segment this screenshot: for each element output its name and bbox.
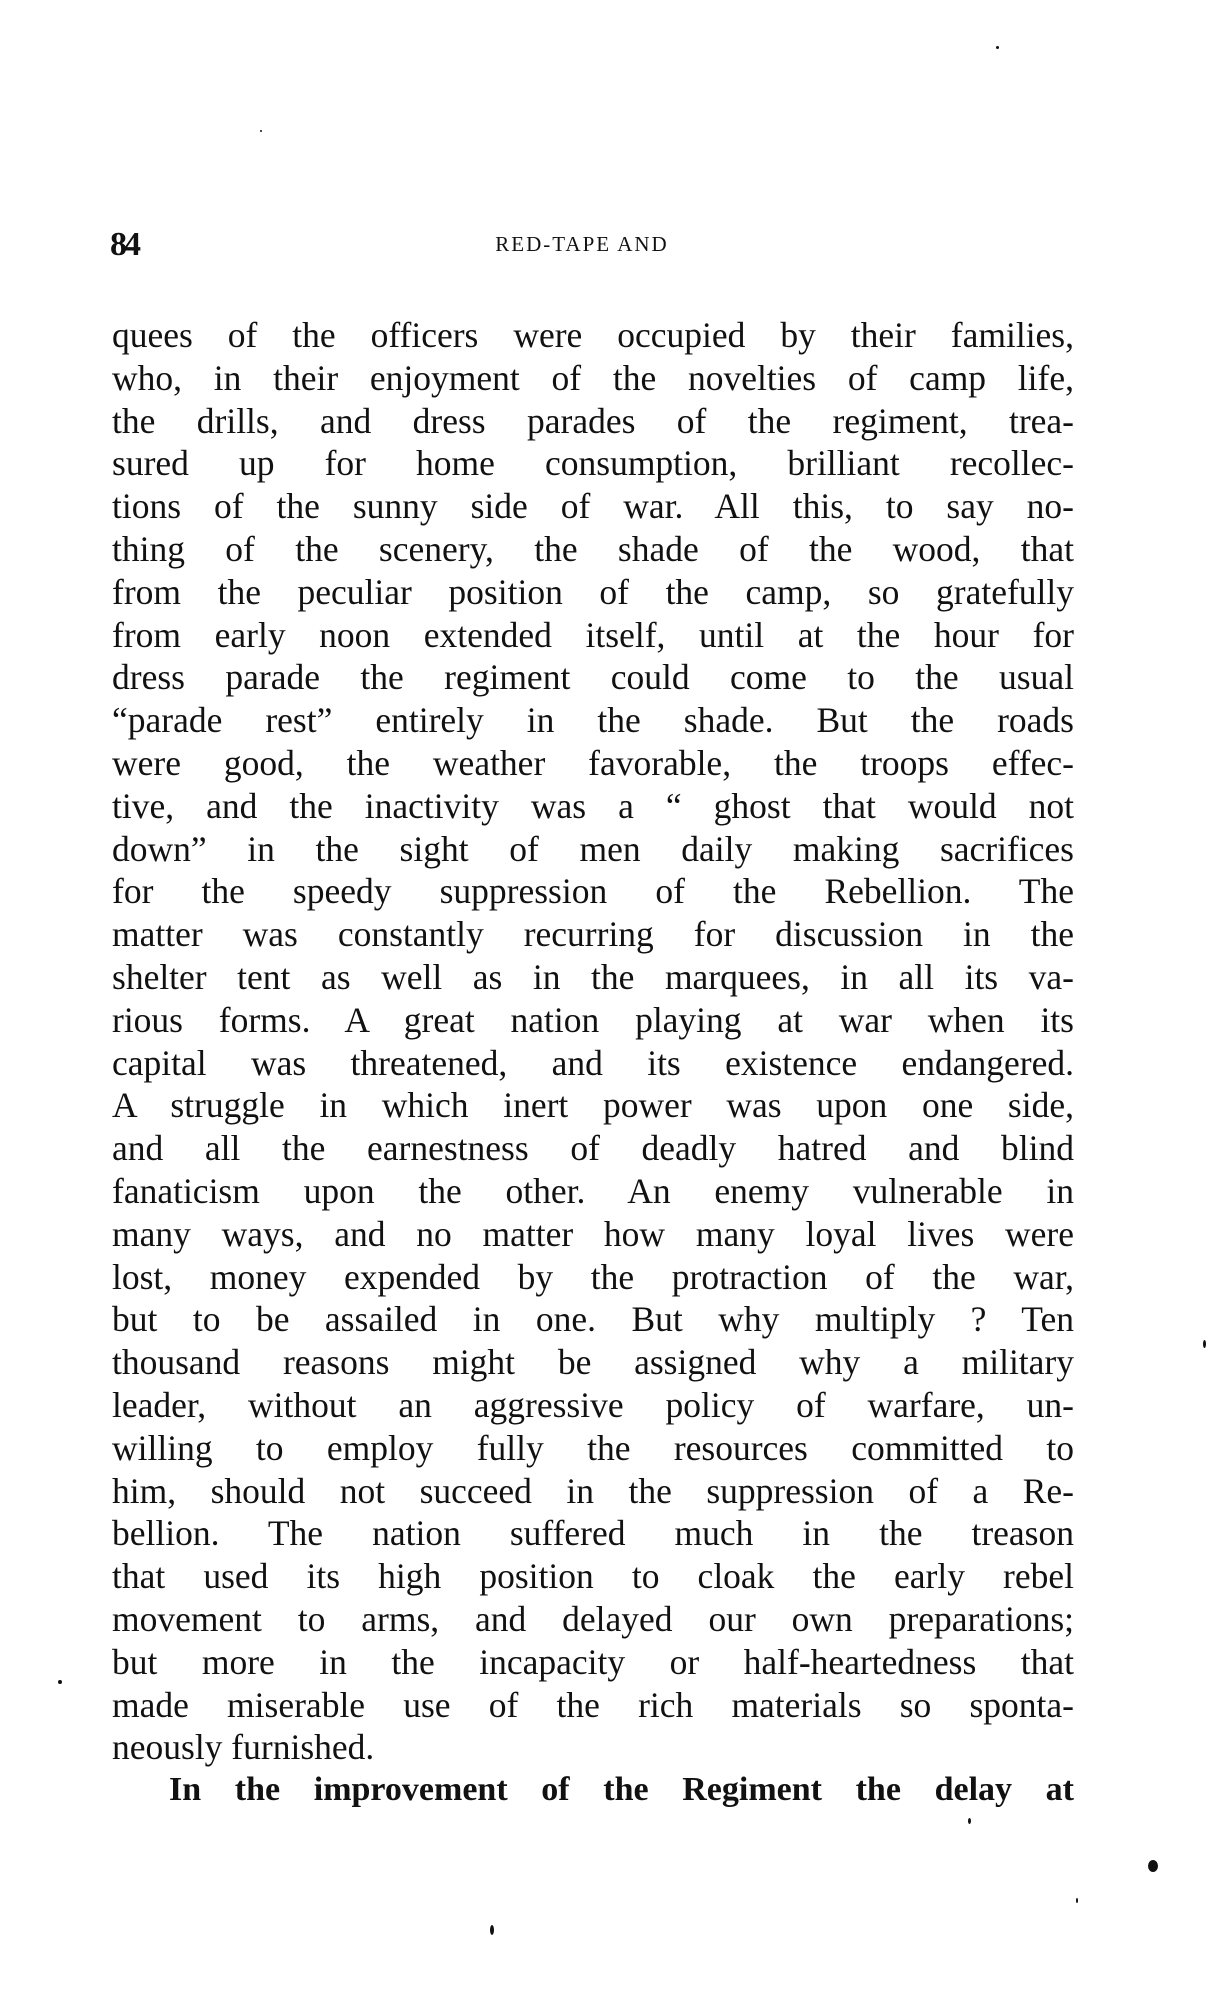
text-line: who, in their enjoyment of the novelties of camp life, (112, 357, 1074, 398)
text-line: bellion. The nation suffered much in the treason (112, 1513, 1074, 1554)
text-line: from the peculiar position of the camp, so gratefully (112, 571, 1074, 612)
text-line: him, should not succeed in the suppression of a Re- (112, 1470, 1074, 1511)
scan-speck (490, 1925, 494, 1935)
scan-speck (260, 130, 262, 132)
text-line: that used its high position to cloak the early rebel (112, 1556, 1074, 1597)
text-line: matter was constantly recurring for discussion in the (112, 914, 1074, 955)
text-line: thousand reasons might be assigned why a military (112, 1342, 1074, 1383)
text-line: rious forms. A great nation playing at war when its (112, 999, 1074, 1040)
text-line: made miserable use of the rich materials so sponta- (112, 1684, 1074, 1725)
text-line: for the speedy suppression of the Rebellion. The (112, 871, 1074, 912)
text-line: sured up for home consumption, brilliant recollec- (112, 443, 1074, 484)
text-line: neously furnished. (112, 1727, 375, 1768)
text-line: but more in the incapacity or half-heartedness that (112, 1641, 1074, 1682)
scan-speck (1148, 1860, 1158, 1872)
text-line: thing of the scenery, the shade of the wood, that (112, 528, 1074, 569)
scan-speck (968, 1818, 971, 1824)
text-line: tions of the sunny side of war. All this, to say no- (112, 486, 1074, 527)
running-head: RED-TAPE AND (495, 232, 669, 256)
text-line: from early noon extended itself, until at the hour for (112, 614, 1074, 655)
text-line: shelter tent as well as in the marquees, in all its va- (112, 956, 1074, 997)
scan-speck (996, 46, 999, 49)
text-line: A struggle in which inert power was upon one side, (112, 1085, 1074, 1126)
text-line: were good, the weather favorable, the troops effec- (112, 742, 1074, 783)
text-line: but to be assailed in one. But why multiply ? Ten (112, 1299, 1074, 1340)
text-line: capital was threatened, and its existence endangered. (112, 1042, 1074, 1083)
text-line: willing to employ fully the resources committed to (112, 1427, 1074, 1468)
text-line: many ways, and no matter how many loyal lives were (112, 1213, 1074, 1254)
scan-speck (58, 1680, 62, 1684)
text-line: movement to arms, and delayed our own preparations; (112, 1598, 1074, 1639)
text-line: and all the earnestness of deadly hatred and blind (112, 1128, 1074, 1169)
text-line: In the improvement of the Regiment the delay at (169, 1771, 1074, 1809)
text-line: the drills, and dress parades of the regiment, trea- (112, 400, 1074, 441)
text-line: “parade rest” entirely in the shade. But the roads (112, 700, 1074, 741)
text-line: leader, without an aggressive policy of warfare, un- (112, 1384, 1074, 1425)
text-line: fanaticism upon the other. An enemy vulnerable in (112, 1170, 1074, 1211)
page-number: 84 (110, 226, 138, 263)
text-line: lost, money expended by the protraction of the war, (112, 1256, 1074, 1297)
scan-speck (1076, 1898, 1078, 1903)
text-line: down” in the sight of men daily making sacrifices (112, 828, 1074, 869)
body-text (112, 314, 1074, 1812)
text-line: tive, and the inactivity was a “ ghost that would not (112, 785, 1074, 826)
text-line: quees of the officers were occupied by their families, (112, 315, 1074, 355)
scan-speck (1203, 1340, 1206, 1348)
text-line: dress parade the regiment could come to the usual (112, 657, 1074, 698)
